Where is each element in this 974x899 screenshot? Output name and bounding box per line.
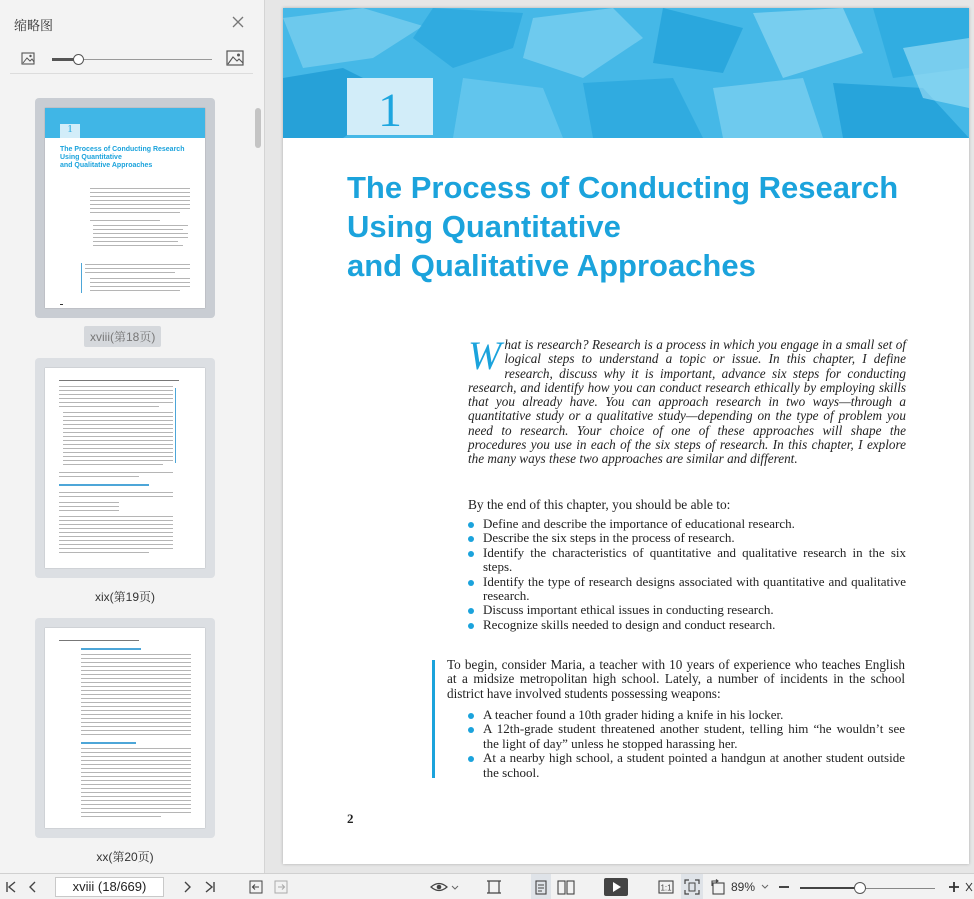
chapter-banner: [283, 8, 969, 138]
more-icon[interactable]: [964, 874, 974, 899]
thumbnail-page-19[interactable]: [35, 358, 215, 578]
zoom-slider-fill: [800, 887, 860, 889]
chapter-number: 1: [378, 84, 402, 137]
list-item: Discuss important ethical issues in conducting research.: [468, 603, 906, 617]
panel-title: 缩略图: [14, 18, 54, 33]
thumbnail-heading: [81, 648, 141, 650]
list-item: Identify the characteristics of quantitative and qualitative research in the six steps.: [468, 546, 906, 575]
document-view: [266, 0, 974, 873]
rotate-icon[interactable]: [708, 874, 728, 899]
thumbnail-size-slider: [0, 46, 265, 74]
forward-icon[interactable]: [271, 874, 291, 899]
zoom-level[interactable]: 89%: [731, 880, 756, 894]
fit-page-icon[interactable]: [681, 874, 703, 899]
chapter-title-line: The Process of Conducting Research: [347, 170, 899, 205]
page-number-input[interactable]: xviii (18/669): [55, 877, 164, 897]
next-page-icon[interactable]: [178, 874, 196, 899]
zoom-in-icon[interactable]: [945, 874, 963, 899]
two-page-icon[interactable]: [555, 874, 577, 899]
play-icon[interactable]: [603, 874, 629, 899]
list-item: A 12th-grade student threatened another student, telling him “he wouldn’t see the light of day” unless he stopped harassing her.: [468, 722, 905, 751]
status-bar: [0, 873, 974, 899]
zoom-out-icon[interactable]: [775, 874, 793, 899]
chapter-title: [347, 168, 947, 285]
chevron-down-icon[interactable]: [760, 874, 770, 899]
close-icon[interactable]: [229, 13, 247, 31]
thumbnail-title: The Process of Conducting Research Using Quantitative and Qualitative Approaches: [60, 146, 185, 169]
thumbnail-label: xviii(第18页): [84, 326, 161, 347]
list-item: At a nearby high school, a student pointed a handgun at another student outside the school.: [468, 751, 905, 780]
prev-page-icon[interactable]: [24, 874, 42, 899]
thumbnail-image: [45, 628, 205, 828]
list-item: Define and describe the importance of educational research.: [468, 517, 906, 531]
objectives-list: [468, 517, 906, 632]
first-page-icon[interactable]: [2, 874, 20, 899]
last-page-icon[interactable]: [201, 874, 219, 899]
thumbnail-image: [45, 368, 205, 568]
actual-size-icon[interactable]: [656, 874, 676, 899]
objectives-lead: By the end of this chapter, you should be able to:: [468, 497, 731, 512]
vignette-list: [468, 708, 905, 780]
svg-text:1:1: 1:1: [660, 883, 672, 893]
thumbnail-label: xx(第20页): [96, 850, 154, 864]
eye-icon[interactable]: [428, 874, 460, 899]
list-item: Recognize skills needed to design and conduct research.: [468, 618, 906, 632]
thumbnail-panel: [0, 0, 265, 873]
document-page: [283, 8, 969, 864]
back-icon[interactable]: [246, 874, 266, 899]
list-item: A teacher found a 10th grader hiding a knife in his locker.: [468, 708, 905, 722]
image-large-icon[interactable]: [226, 50, 244, 71]
intro-text: hat is research? Research is a process in which you engage in a small set of logical steps to understand a topic or issue. In this chapter, I define research, discuss why it is important, advance six steps for conducting research, and identify how you can conduct research ethically by employing skills that you already have. You can approach research in two ways—through a quantitative study or a qualitative study—depending on the type of problem you need to research. Your choice of one of these approaches will shape the procedures you use in each of the six steps of research. In this chapter, I explore the many ways these two approaches are similar and different.: [468, 337, 906, 467]
thumbnail-scrollbar[interactable]: [254, 100, 262, 870]
zoom-slider-handle[interactable]: [854, 882, 866, 894]
divider: [10, 73, 253, 74]
thumbnail-heading: [59, 484, 149, 486]
fit-width-icon[interactable]: [484, 874, 504, 899]
list-item: Identify the type of research designs associated with quantitative and qualitative research.: [468, 575, 906, 604]
thumbnail-image: [45, 108, 205, 308]
single-page-icon[interactable]: [531, 874, 551, 899]
thumbnail-heading-2: [81, 742, 136, 744]
chapter-title-line: Using Quantitative: [347, 209, 621, 244]
thumbnail-page-20[interactable]: [35, 618, 215, 838]
drop-cap: W: [468, 333, 502, 378]
vignette-text: To begin, consider Maria, a teacher with 10 years of experience who teaches English at a midsize metropolitan high school. Lately, a number of incidents in the school district have involved students possessing weapons:: [447, 657, 905, 701]
list-item: Describe the six steps in the process of research.: [468, 531, 906, 545]
image-small-icon[interactable]: [21, 52, 35, 70]
slider-handle[interactable]: [73, 54, 84, 65]
page-number: 2: [347, 811, 354, 826]
chapter-intro: [468, 333, 906, 467]
chapter-title-line: and Qualitative Approaches: [347, 248, 756, 283]
thumbnail-label: xix(第19页): [94, 590, 155, 604]
scrollbar-thumb[interactable]: [255, 108, 261, 148]
thumbnail-chapter-number: 1: [67, 123, 73, 135]
vignette-rule: [432, 660, 435, 778]
thumbnail-page-18[interactable]: [35, 98, 215, 318]
